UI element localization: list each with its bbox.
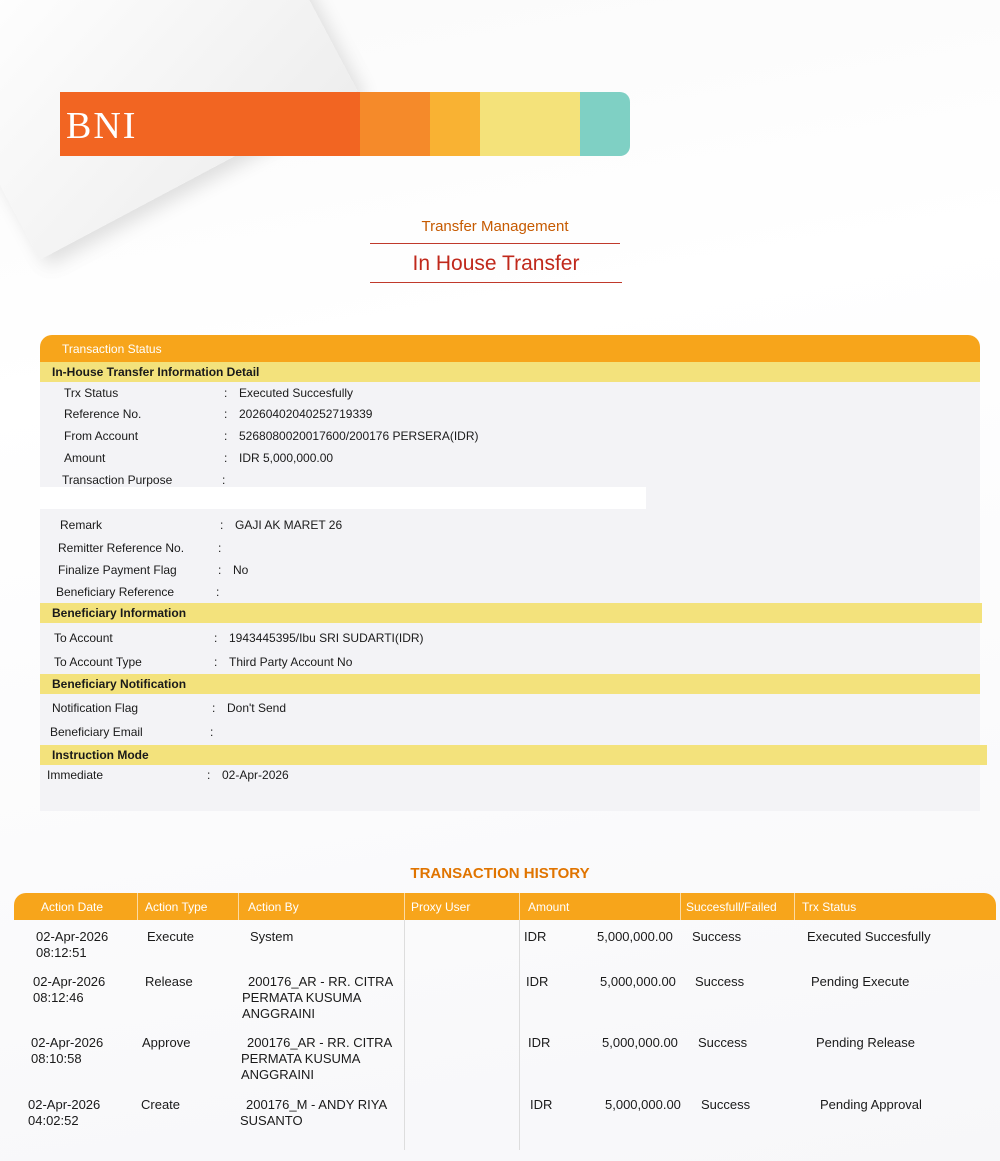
action-type: Release: [145, 974, 193, 989]
currency: IDR: [526, 974, 549, 989]
action-by: 200176_AR - RR. CITRA: [247, 1035, 393, 1050]
col-trx-status: Trx Status: [802, 900, 857, 914]
history-table: [14, 893, 996, 1153]
panel-gap: [40, 487, 646, 509]
action-time: 08:10:58: [31, 1051, 82, 1066]
action-by-line3: ANGGRAINI: [242, 1006, 315, 1021]
action-by-line2: SUSANTO: [240, 1113, 303, 1128]
section-beneficiary-notification: Beneficiary Notification: [40, 674, 980, 694]
panel-header: [40, 335, 980, 363]
bni-logo-band: [60, 92, 572, 162]
panel-header-label: Transaction Status: [62, 342, 162, 356]
subtitle-rule: [370, 243, 620, 244]
action-by: System: [250, 929, 294, 944]
result: Success: [695, 974, 745, 989]
action-time: 08:12:46: [33, 990, 84, 1005]
result: Success: [698, 1035, 748, 1050]
col-successful-failed: Succesfull/Failed: [686, 900, 777, 914]
col-action-type: Action Type: [145, 900, 208, 914]
trx-status: Pending Execute: [811, 974, 910, 989]
col-action-by: Action By: [248, 900, 299, 914]
amount: 5,000,000.00: [602, 1035, 678, 1050]
currency: IDR: [528, 1035, 551, 1050]
trx-status: Pending Approval: [820, 1097, 922, 1112]
amount: 5,000,000.00: [600, 974, 676, 989]
history-header: [14, 893, 996, 920]
currency: IDR: [524, 929, 547, 944]
section-beneficiary-info: Beneficiary Information: [40, 603, 982, 623]
action-by: 200176_AR - RR. CITRA: [248, 974, 394, 989]
action-date: 02-Apr-2026: [36, 929, 109, 944]
section-instruction-mode: Instruction Mode: [40, 745, 987, 765]
amount: 5,000,000.00: [597, 929, 673, 944]
currency: IDR: [530, 1097, 553, 1112]
action-by-line3: ANGGRAINI: [241, 1067, 314, 1082]
page-subtitle: Transfer Management: [421, 218, 569, 235]
section-detail: In-House Transfer Information Detail: [40, 362, 980, 382]
col-proxy-user: Proxy User: [411, 900, 471, 914]
trx-status: Pending Release: [816, 1035, 916, 1050]
action-time: 08:12:51: [36, 945, 87, 960]
bni-logo: BNI: [66, 105, 138, 147]
trx-status: Executed Succesfully: [807, 929, 931, 944]
action-date: 02-Apr-2026: [33, 974, 106, 989]
result: Success: [701, 1097, 751, 1112]
action-date: 02-Apr-2026: [28, 1097, 101, 1112]
action-type: Execute: [147, 929, 194, 944]
col-amount: Amount: [528, 900, 570, 914]
action-time: 04:02:52: [28, 1113, 79, 1128]
action-type: Create: [141, 1097, 181, 1112]
action-by: 200176_M - ANDY RIYA: [246, 1097, 388, 1112]
action-type: Approve: [142, 1035, 191, 1050]
amount: 5,000,000.00: [605, 1097, 681, 1112]
title-rule: [370, 282, 622, 283]
action-date: 02-Apr-2026: [31, 1035, 104, 1050]
result: Success: [692, 929, 742, 944]
action-by-line2: PERMATA KUSUMA: [241, 1051, 361, 1066]
action-by-line2: PERMATA KUSUMA: [242, 990, 362, 1005]
transaction-status-panel: Transaction Status In-House Transfer Information Detail Trx Status : Executed Succesfully Reference No. : 20260402040252719339 From Account : 5268080020017600/200176 PERSERA(IDR) Amount : IDR 5,000,000.00 Transaction Purpose : Remark : GAJI AK MARET 26 Remitter Reference No. : Finalize Payment Flag : No Beneficiary Reference : Beneficiary Information To Account : 1943445395/Ibu SRI SUDARTI(IDR) To Account Type : Third Party Account No Beneficiary Notification Notification Flag : Don't Send Beneficiary Email : Instruction Mode Immediate : 02-Apr-2026: [40, 335, 980, 811]
col-action-date: Action Date: [41, 900, 104, 914]
history-title: TRANSACTION HISTORY: [410, 865, 590, 882]
page-title: In House Transfer: [412, 252, 580, 275]
